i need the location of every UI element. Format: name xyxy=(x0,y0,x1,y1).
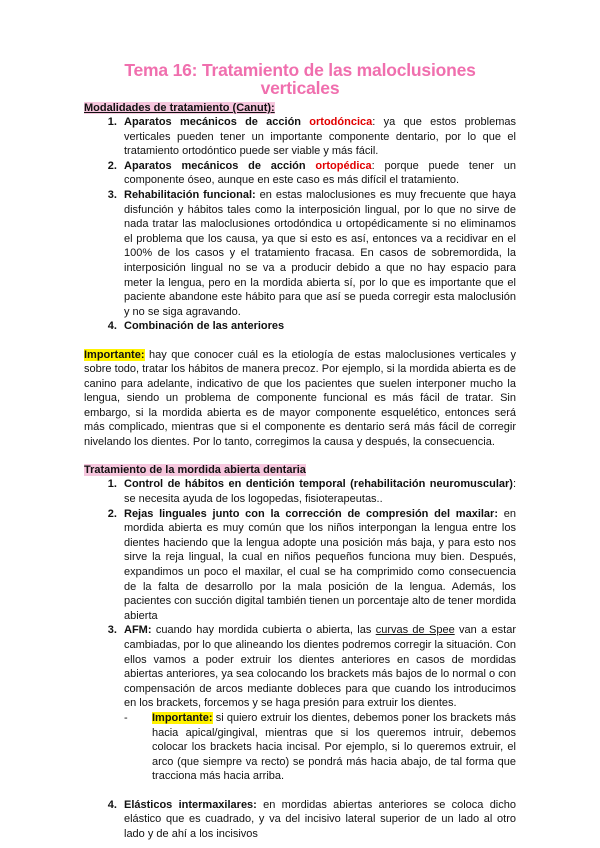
important-text: hay que conocer cuál es la etiología de estas maloclusiones verticales y sobre todo, tratar los hábitos de manera precoz. Por ejemplo, si la mordida abierta es de canino para adelante, indicativo de que los pacientes que suelen interponer mucho la lengua, siendo un problema de componente funcional es más fácil de tratar. Sin embargo, si la mordida abierta es de mayor componente esquelético, entonces será más complicado, mientras que si el componente es dentario será más fácil de corregir nivelando los dientes. Por lo tanto, corregimos la causa y después, la consecuencia. xyxy=(84,348,516,448)
dash-bullet: - xyxy=(124,711,128,724)
sub-list-item xyxy=(124,711,516,784)
item-text: en estas maloclusiones es muy frecuente que haya disfunción y hábitos tales como la interposición lingual, por lo que no sirve de nada tratar las maloclusiones ortodóndica u ortopédicamente si no eliminamos el problema que los causa, ya que si esto es así, entonces va a recidivar en el 100% de los casos y el tratamiento fracasa. En casos de sobremordida, la interposición lingual no se va a producir debido a que no hay espacio para meter la lengua, pero en la mordida abierta sí, por lo que es importante que el paciente abandone este hábito para que así se pueda corregir esta maloclusión y no se siga agravando. xyxy=(124,188,516,318)
item-text: cuando hay mordida cubierta o abierta, las xyxy=(151,624,376,637)
spacer xyxy=(84,449,516,463)
important-paragraph xyxy=(84,348,516,450)
item-text: : porque puede tener un componente óseo, aunque en este caso es más difícil el tratamiento. xyxy=(124,159,516,187)
item-text: en mordidas abiertas anteriores se coloca dicho elástico que es cuadrado, y va del incisivo lateral superior de un lado al otro lado y de ahí a los incisivos xyxy=(124,798,516,841)
item-text: : ya que estos problemas verticales pueden tener un importante componente dentario, por lo que el tratamiento ortodóntico puede ser viable y más fácil. xyxy=(124,116,516,158)
item-strong: Aparatos mecánicos de acción xyxy=(124,116,310,128)
spacer xyxy=(124,784,516,798)
section-heading-modalidades xyxy=(84,101,516,115)
important-label: Importante: xyxy=(152,711,213,724)
item-strong: Rejas linguales junto con la corrección de compresión del maxilar: xyxy=(124,507,498,520)
item-strong-red: ortopédica xyxy=(315,159,372,172)
list-item xyxy=(120,507,516,624)
item-text: : se necesita ayuda de los logopedas, fisioterapeutas.. xyxy=(124,478,516,505)
item-strong: Combinación de las anteriores xyxy=(124,320,285,333)
underlined-term: curvas de Spee xyxy=(375,624,455,637)
item-strong-red: ortodóncica xyxy=(309,116,373,128)
modalidades-list xyxy=(84,115,516,334)
item-strong: Rehabilitación funcional: xyxy=(124,188,256,201)
list-item xyxy=(120,159,516,188)
item-strong: Elásticos intermaxilares: xyxy=(124,798,257,811)
section-heading-text: Tratamiento de la mordida abierta dentaria xyxy=(84,464,306,477)
mordida-list xyxy=(84,477,516,841)
spacer xyxy=(84,334,516,348)
section-heading-mordida xyxy=(84,463,516,477)
list-item xyxy=(120,188,516,319)
important-label: Importante: xyxy=(84,348,145,361)
item-text: si quiero extruir los dientes, debemos poner los brackets más hacia apical/gingival, mientras que si los queremos intruir, debemos colocar los brackets hacia incisal. Por ejemplo, si lo queremos extruir, el arco (que siempre va recto) se pondrá más hacia abajo, de tal forma que tracciona más hacia arriba. xyxy=(152,711,516,783)
list-item xyxy=(120,798,516,842)
page-title: Tema 16: Tratamiento de las maloclusiones verticales xyxy=(124,60,476,98)
list-item xyxy=(120,623,516,798)
item-text: van a estar cambiadas, por lo que alineando los dientes podremos corregir la situación. Con ellos vamos a poder extruir los dientes anteriores en casos de mordidas abiertas anteriores, ya sea colocando los brackets más bajos de lo normal o con compensación de arcos mediante dobleces para que cuando los introducimos en los brackets, forcemos y se haga presión para extruir los dientes. xyxy=(124,624,516,710)
list-item xyxy=(120,115,516,159)
list-item xyxy=(120,319,516,334)
section-heading-text: Modalidades de tratamiento (Canut): xyxy=(84,102,275,114)
item-strong: Control de hábitos en dentición temporal (rehabilitación neuromuscular) xyxy=(124,478,513,491)
list-item xyxy=(120,477,516,506)
item-text: en mordida abierta es muy común que los niños interpongan la lengua entre los dientes haciendo que la lengua adopte una posición más baja, y para esto nos sirve la reja lingual, la cual en niños pequeños funciona muy bien. Después, expandimos un poco el maxilar, el cual se ha comprimido como consecuencia de la falta de desarrollo por la mala posición de la lengua. Además, los pacientes con succión digital también tienen un porcentaje alto de tener mordida abierta xyxy=(124,507,516,622)
item-strong: AFM: xyxy=(124,624,152,637)
sub-list xyxy=(124,711,516,784)
item-strong: Aparatos mecánicos de acción xyxy=(124,159,316,172)
